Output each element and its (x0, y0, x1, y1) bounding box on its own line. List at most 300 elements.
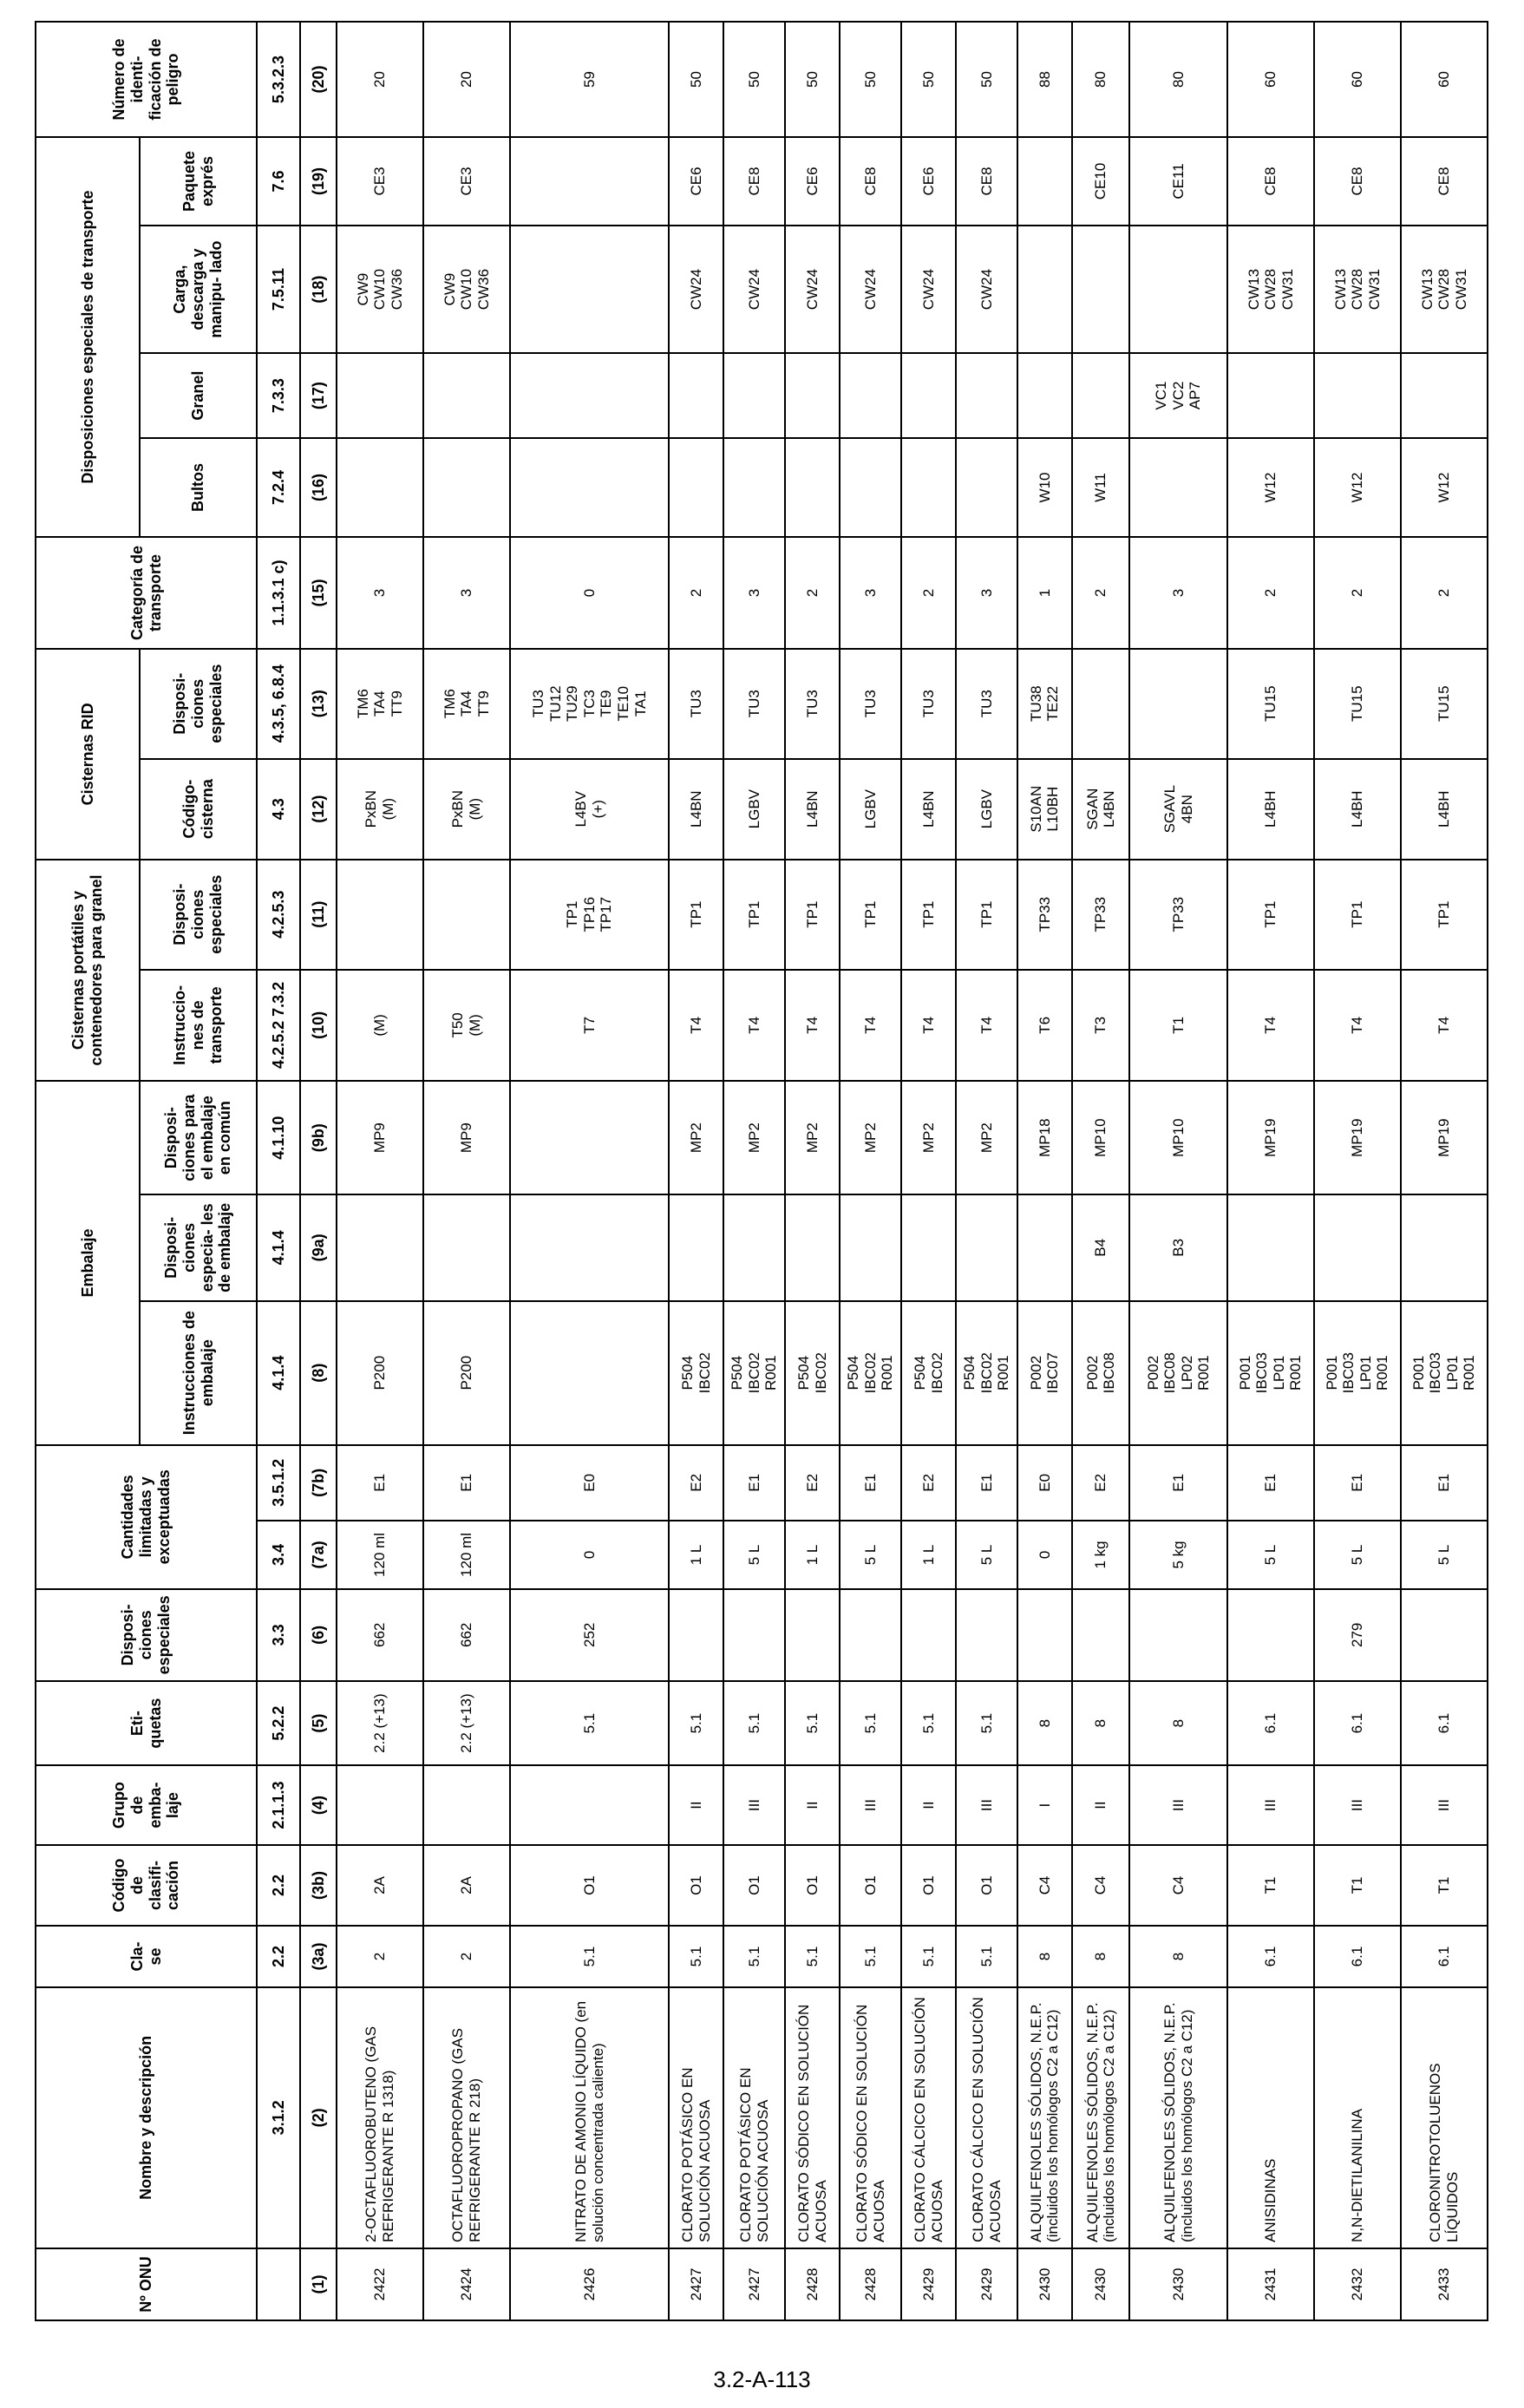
header-carga: Carga, descarga y manipu- lado (140, 226, 257, 353)
table-cell: 2 (1072, 537, 1130, 649)
table-cell: TU38 TE22 (1017, 649, 1071, 759)
table-cell: T4 (956, 970, 1018, 1082)
ref-cell: 4.1.4 (257, 1194, 300, 1301)
table-cell: E2 (785, 1445, 839, 1521)
table-cell (423, 860, 510, 970)
header-embalaje: Embalaje (36, 1081, 140, 1444)
table-cell: TP1 (901, 860, 955, 970)
table-cell (785, 1589, 839, 1681)
table-cell: T4 (723, 970, 786, 1082)
table-cell: P001 IBC03 LP01 R001 (1227, 1301, 1314, 1445)
table-cell: 2A (337, 1845, 423, 1926)
ref-cell: 4.3 (257, 759, 300, 860)
table-cell: 60 (1401, 22, 1488, 137)
table-cell: III (723, 1765, 786, 1844)
column-number-cell: (7a) (300, 1521, 337, 1589)
table-cell: 8 (1017, 1926, 1071, 1987)
table-cell: E1 (1129, 1445, 1226, 1521)
table-cell: B4 (1072, 1194, 1130, 1301)
table-cell: 0 (510, 537, 669, 649)
table-row (723, 22, 786, 2320)
table-cell: 50 (840, 22, 902, 137)
column-number-cell: (3b) (300, 1845, 337, 1926)
table-cell: 1 kg (1072, 1521, 1130, 1589)
table-cell: P001 IBC03 LP01 R001 (1314, 1301, 1401, 1445)
table-cell: T1 (1314, 1845, 1401, 1926)
table-cell (956, 1589, 1018, 1681)
table-cell: TP1 (1314, 860, 1401, 970)
table-cell (423, 1194, 510, 1301)
table-cell: W12 (1401, 438, 1488, 537)
table-cell: TU3 (840, 649, 902, 759)
ref-cell: 2.2 (257, 1845, 300, 1926)
table-cell (1401, 1589, 1488, 1681)
table-cell: 5.1 (956, 1926, 1018, 1987)
header-cisternas-portatiles: Cisternas portátiles y contenedores para granel (36, 860, 140, 1081)
header-instrucciones-transporte: Instruccio- nes de transporte (140, 970, 257, 1082)
column-number-cell: (19) (300, 137, 337, 226)
un-number-cell: 2430 (1017, 2248, 1071, 2320)
table-cell: II (669, 1765, 723, 1844)
table-cell: 20 (337, 22, 423, 137)
table-row (1129, 22, 1226, 2320)
table-row (956, 22, 1018, 2320)
un-number-cell: 2429 (956, 2248, 1018, 2320)
table-cell: C4 (1017, 1845, 1071, 1926)
table-cell: TP1 (723, 860, 786, 970)
table-cell: 6.1 (1401, 1926, 1488, 1987)
table-cell: L4BH (1401, 759, 1488, 860)
table-cell: 2 (901, 537, 955, 649)
table-cell: TP1 (1227, 860, 1314, 970)
table-cell (669, 353, 723, 438)
header-instrucciones-embalaje: Instrucciones de embalaje (140, 1301, 257, 1445)
table-cell: 120 ml (337, 1521, 423, 1589)
name-cell: 2-OCTAFLUOROBUTENO (GAS REFRIGERANTE R 1318) (337, 1987, 423, 2248)
table-cell (510, 137, 669, 226)
table-cell: TU15 (1401, 649, 1488, 759)
ref-cell: 5.2.2 (257, 1681, 300, 1766)
table-cell: O1 (901, 1845, 955, 1926)
column-number-cell: (17) (300, 353, 337, 438)
table-cell: E1 (1314, 1445, 1401, 1521)
column-number-cell: (15) (300, 537, 337, 649)
table-cell: P504 IBC02 (669, 1301, 723, 1445)
table-cell: 3 (840, 537, 902, 649)
table-cell: O1 (669, 1845, 723, 1926)
table-cell: P002 IBC08 (1072, 1301, 1130, 1445)
ref-cell: 4.1.4 (257, 1301, 300, 1445)
table-row (510, 22, 669, 2320)
column-number-cell: (4) (300, 1765, 337, 1844)
table-cell (337, 860, 423, 970)
table-cell: O1 (956, 1845, 1018, 1926)
table-cell: 80 (1129, 22, 1226, 137)
table-cell: 5.1 (510, 1681, 669, 1766)
table-row (423, 22, 510, 2320)
table-cell: CW24 (785, 226, 839, 353)
table-cell (337, 1765, 423, 1844)
table-cell (1017, 226, 1071, 353)
table-cell: III (956, 1765, 1018, 1844)
name-cell: ALQUILFENOLES SÓLIDOS, N.E.P. (incluidos los homólogos C2 a C12) (1129, 1987, 1226, 2248)
header-etiquetas: Eti- quetas (36, 1681, 257, 1766)
table-cell: 5.1 (669, 1681, 723, 1766)
table-cell: C4 (1072, 1845, 1130, 1926)
table-cell: 2 (337, 1926, 423, 1987)
table-cell: CE11 (1129, 137, 1226, 226)
table-cell: 5.1 (723, 1926, 786, 1987)
header-codigo-cisterna: Código- cisterna (140, 759, 257, 860)
reference-row (257, 22, 300, 2320)
table-cell: P001 IBC03 LP01 R001 (1401, 1301, 1488, 1445)
table-cell: 1 L (785, 1521, 839, 1589)
table-cell: CW24 (723, 226, 786, 353)
table-cell: 5 L (956, 1521, 1018, 1589)
table-cell: CW24 (956, 226, 1018, 353)
header-disp-esp-rid: Disposi- ciones especiales (140, 649, 257, 759)
un-number-cell: 2432 (1314, 2248, 1401, 2320)
header-bultos: Bultos (140, 438, 257, 537)
table-cell (840, 1194, 902, 1301)
table-cell (1401, 353, 1488, 438)
table-cell: TU15 (1314, 649, 1401, 759)
table-cell: II (785, 1765, 839, 1844)
name-cell: CLORATO POTÁSICO EN SOLUCIÓN ACUOSA (723, 1987, 786, 2248)
table-cell (785, 438, 839, 537)
ref-cell: 1.1.3.1 c) (257, 537, 300, 649)
table-cell: III (1401, 1765, 1488, 1844)
table-cell: 2 (1227, 537, 1314, 649)
name-cell: CLORATO SÓDICO EN SOLUCIÓN ACUOSA (785, 1987, 839, 2248)
table-cell: T1 (1401, 1845, 1488, 1926)
table-cell: 2 (785, 537, 839, 649)
column-number-cell: (20) (300, 22, 337, 137)
table-cell: 5 kg (1129, 1521, 1226, 1589)
table-cell (1017, 1589, 1071, 1681)
table-cell: E2 (901, 1445, 955, 1521)
column-number-cell: (18) (300, 226, 337, 353)
table-cell: TP1 TP16 TP17 (510, 860, 669, 970)
table-cell: 5.1 (901, 1681, 955, 1766)
table-cell: T4 (785, 970, 839, 1082)
table-cell: L4BN (669, 759, 723, 860)
table-cell (1129, 1589, 1226, 1681)
table-cell: TU3 (669, 649, 723, 759)
table-cell: E0 (1017, 1445, 1071, 1521)
table-cell: 60 (1314, 22, 1401, 137)
table-cell: 8 (1017, 1681, 1071, 1766)
header-un: Nº ONU (36, 2248, 257, 2320)
ref-cell: 4.1.10 (257, 1081, 300, 1194)
table-cell: P200 (423, 1301, 510, 1445)
table-cell: 80 (1072, 22, 1130, 137)
table-row (840, 22, 902, 2320)
name-cell: ALQUILFENOLES SÓLIDOS, N.E.P. (incluidos los homólogos C2 a C12) (1072, 1987, 1130, 2248)
table-cell: CE6 (669, 137, 723, 226)
table-cell (723, 353, 786, 438)
table-cell: P002 IBC07 (1017, 1301, 1071, 1445)
table-cell: 5.1 (510, 1926, 669, 1987)
table-cell: 8 (1129, 1681, 1226, 1766)
table-cell: CW13 CW28 CW31 (1227, 226, 1314, 353)
table-cell: O1 (840, 1845, 902, 1926)
table-cell: E1 (956, 1445, 1018, 1521)
table-row (1227, 22, 1314, 2320)
table-cell: E1 (1227, 1445, 1314, 1521)
table-cell: 2 (423, 1926, 510, 1987)
table-cell: (M) (337, 970, 423, 1082)
table-cell: TU3 (723, 649, 786, 759)
table-cell (1314, 353, 1401, 438)
table-cell: MP2 (956, 1081, 1018, 1194)
un-number-cell: 2424 (423, 2248, 510, 2320)
header-granel: Granel (140, 353, 257, 438)
ref-cell (257, 2248, 300, 2320)
ref-cell: 2.2 (257, 1926, 300, 1987)
table-cell: E2 (1072, 1445, 1130, 1521)
table-cell (1129, 438, 1226, 537)
table-cell: SGAN L4BN (1072, 759, 1130, 860)
table-cell: 1 L (669, 1521, 723, 1589)
table-cell: CE8 (1227, 137, 1314, 226)
rotated-table-container (35, 21, 1488, 2321)
table-cell: 5.1 (840, 1681, 902, 1766)
table-cell: SGAVL 4BN (1129, 759, 1226, 860)
table-cell: L4BV (+) (510, 759, 669, 860)
table-cell: CW24 (669, 226, 723, 353)
ref-cell: 7.3.3 (257, 353, 300, 438)
table-cell: P002 IBC08 LP02 R001 (1129, 1301, 1226, 1445)
table-cell: TP33 (1129, 860, 1226, 970)
table-cell: T4 (669, 970, 723, 1082)
table-cell (956, 438, 1018, 537)
table-cell: T4 (840, 970, 902, 1082)
header-disp-esp-embalaje: Disposi- ciones especia- les de embalaje (140, 1194, 257, 1301)
table-cell: L4BH (1227, 759, 1314, 860)
table-cell: S10AN L10BH (1017, 759, 1071, 860)
table-cell (1314, 1194, 1401, 1301)
table-cell: CE8 (1401, 137, 1488, 226)
table-cell (1129, 226, 1226, 353)
table-cell: 50 (956, 22, 1018, 137)
table-cell: CW9 CW10 CW36 (337, 226, 423, 353)
table-cell: 5 L (1401, 1521, 1488, 1589)
table-cell: MP2 (840, 1081, 902, 1194)
table-cell (785, 1194, 839, 1301)
name-cell: CLORATO SÓDICO EN SOLUCIÓN ACUOSA (840, 1987, 902, 2248)
table-cell: T4 (1401, 970, 1488, 1082)
table-cell: 5.1 (785, 1681, 839, 1766)
table-cell: CE10 (1072, 137, 1130, 226)
table-cell (423, 1765, 510, 1844)
table-cell: TU3 TU12 TU29 TC3 TE9 TE10 TA1 (510, 649, 669, 759)
ref-cell: 3.5.1.2 (257, 1445, 300, 1521)
table-cell (510, 438, 669, 537)
table-cell (1129, 649, 1226, 759)
table-cell: T7 (510, 970, 669, 1082)
ref-cell: 7.5.11 (257, 226, 300, 353)
table-cell (901, 353, 955, 438)
table-cell: P504 IBC02 R001 (840, 1301, 902, 1445)
ref-cell: 7.6 (257, 137, 300, 226)
table-cell (1017, 137, 1071, 226)
header-codigo-clasificacion: Código de clasifi- cación (36, 1845, 257, 1926)
table-cell (669, 438, 723, 537)
table-cell: P504 IBC02 R001 (723, 1301, 786, 1445)
table-cell (510, 1194, 669, 1301)
table-cell: TU15 (1227, 649, 1314, 759)
table-cell: P200 (337, 1301, 423, 1445)
table-cell: 6.1 (1314, 1681, 1401, 1766)
header-grupo-embalaje: Grupo de emba- laje (36, 1765, 257, 1844)
table-cell: CE8 (840, 137, 902, 226)
table-cell (1072, 649, 1130, 759)
column-number-cell: (9b) (300, 1081, 337, 1194)
ref-cell: 4.2.5.3 (257, 860, 300, 970)
table-cell (723, 1194, 786, 1301)
table-cell: L4BH (1314, 759, 1401, 860)
table-cell: T4 (901, 970, 955, 1082)
table-cell: E1 (840, 1445, 902, 1521)
table-cell (785, 353, 839, 438)
table-cell: 2 (1401, 537, 1488, 649)
un-number-cell: 2427 (669, 2248, 723, 2320)
table-cell (1401, 1194, 1488, 1301)
table-cell: 5 L (1227, 1521, 1314, 1589)
table-cell: MP19 (1401, 1081, 1488, 1194)
table-cell (840, 353, 902, 438)
table-cell: VC1 VC2 AP7 (1129, 353, 1226, 438)
table-cell: 2 (669, 537, 723, 649)
column-number-cell: (9a) (300, 1194, 337, 1301)
table-row (1072, 22, 1130, 2320)
table-cell: O1 (723, 1845, 786, 1926)
table-cell: 6.1 (1227, 1681, 1314, 1766)
table-cell: 3 (423, 537, 510, 649)
table-cell (510, 1301, 669, 1445)
header-disp-esp-transporte: Disposiciones especiales de transporte (36, 137, 140, 537)
table-cell: 5.1 (785, 1926, 839, 1987)
table-cell: 3 (1129, 537, 1226, 649)
table-cell: 60 (1227, 22, 1314, 137)
table-cell: 5.1 (669, 1926, 723, 1987)
table-cell: E1 (1401, 1445, 1488, 1521)
table-cell: MP10 (1072, 1081, 1130, 1194)
ref-cell: 4.3.5, 6.8.4 (257, 649, 300, 759)
ref-cell: 4.2.5.2 7.3.2 (257, 970, 300, 1082)
column-number-cell: (1) (300, 2248, 337, 2320)
column-number-cell: (16) (300, 438, 337, 537)
table-cell: LGBV (956, 759, 1018, 860)
table-cell: 2A (423, 1845, 510, 1926)
table-cell: 1 (1017, 537, 1071, 649)
table-body (337, 22, 1488, 2320)
un-number-cell: 2433 (1401, 2248, 1488, 2320)
table-row (1401, 22, 1488, 2320)
name-cell: N,N-DIETILANILINA (1314, 1987, 1401, 2248)
table-cell: 50 (785, 22, 839, 137)
table-cell: LGBV (840, 759, 902, 860)
un-number-cell: 2431 (1227, 2248, 1314, 2320)
table-cell: CE3 (423, 137, 510, 226)
name-cell: CLORATO CÁLCICO EN SOLUCIÓN ACUOSA (956, 1987, 1018, 2248)
table-cell: 120 ml (423, 1521, 510, 1589)
table-cell: 662 (337, 1589, 423, 1681)
table-cell (1072, 353, 1130, 438)
table-cell: CE6 (901, 137, 955, 226)
column-number-cell: (2) (300, 1987, 337, 2248)
table-row (669, 22, 723, 2320)
table-cell (510, 226, 669, 353)
table-cell: 6.1 (1314, 1926, 1401, 1987)
table-cell (723, 438, 786, 537)
table-cell: TM6 TA4 TT9 (337, 649, 423, 759)
table-cell (510, 1081, 669, 1194)
table-cell: 59 (510, 22, 669, 137)
table-cell: MP2 (785, 1081, 839, 1194)
table-cell: 0 (1017, 1521, 1071, 1589)
header-numero-peligro: Número de identi- ficación de peligro (36, 22, 257, 137)
name-cell: ANISIDINAS (1227, 1987, 1314, 2248)
column-number-cell: (5) (300, 1681, 337, 1766)
un-number-cell: 2429 (901, 2248, 955, 2320)
table-cell: T3 (1072, 970, 1130, 1082)
table-cell: III (1129, 1765, 1226, 1844)
ref-cell: 3.4 (257, 1521, 300, 1589)
table-cell: TU3 (956, 649, 1018, 759)
table-cell: 8 (1129, 1926, 1226, 1987)
table-cell: I (1017, 1765, 1071, 1844)
header-disp-esp-cisternas: Disposi- ciones especiales (140, 860, 257, 970)
ref-cell: 2.1.1.3 (257, 1765, 300, 1844)
table-cell: 5 L (723, 1521, 786, 1589)
table-cell: 2.2 (+13) (423, 1681, 510, 1766)
table-cell: P504 IBC02 (785, 1301, 839, 1445)
un-number-cell: 2427 (723, 2248, 786, 2320)
table-cell: T4 (1227, 970, 1314, 1082)
table-cell: T1 (1129, 970, 1226, 1082)
table-cell: 5 L (1314, 1521, 1401, 1589)
table-cell (423, 438, 510, 537)
name-cell: NITRATO DE AMONIO LÍQUIDO (en solución concentrada caliente) (510, 1987, 669, 2248)
table-cell: 0 (510, 1521, 669, 1589)
table-cell: MP2 (901, 1081, 955, 1194)
name-cell: CLORONITROTOLUENOS LÍQUIDOS (1401, 1987, 1488, 2248)
header-paquete: Paquete exprés (140, 137, 257, 226)
table-cell: 252 (510, 1589, 669, 1681)
table-cell: 1 L (901, 1521, 955, 1589)
dangerous-goods-table (35, 21, 1488, 2321)
header-disposiciones-especiales: Disposi- ciones especiales (36, 1589, 257, 1681)
table-cell (337, 353, 423, 438)
table-cell: 50 (723, 22, 786, 137)
table-cell: LGBV (723, 759, 786, 860)
table-cell (1017, 353, 1071, 438)
table-cell: CW13 CW28 CW31 (1314, 226, 1401, 353)
table-cell (901, 1589, 955, 1681)
table-cell (723, 1589, 786, 1681)
table-cell: TP1 (956, 860, 1018, 970)
table-row (337, 22, 423, 2320)
table-cell: III (840, 1765, 902, 1844)
table-cell: 3 (956, 537, 1018, 649)
table-cell: 5.1 (956, 1681, 1018, 1766)
table-cell: W12 (1227, 438, 1314, 537)
table-cell: O1 (510, 1845, 669, 1926)
table-cell: 5.1 (840, 1926, 902, 1987)
table-cell: 2.2 (+13) (337, 1681, 423, 1766)
